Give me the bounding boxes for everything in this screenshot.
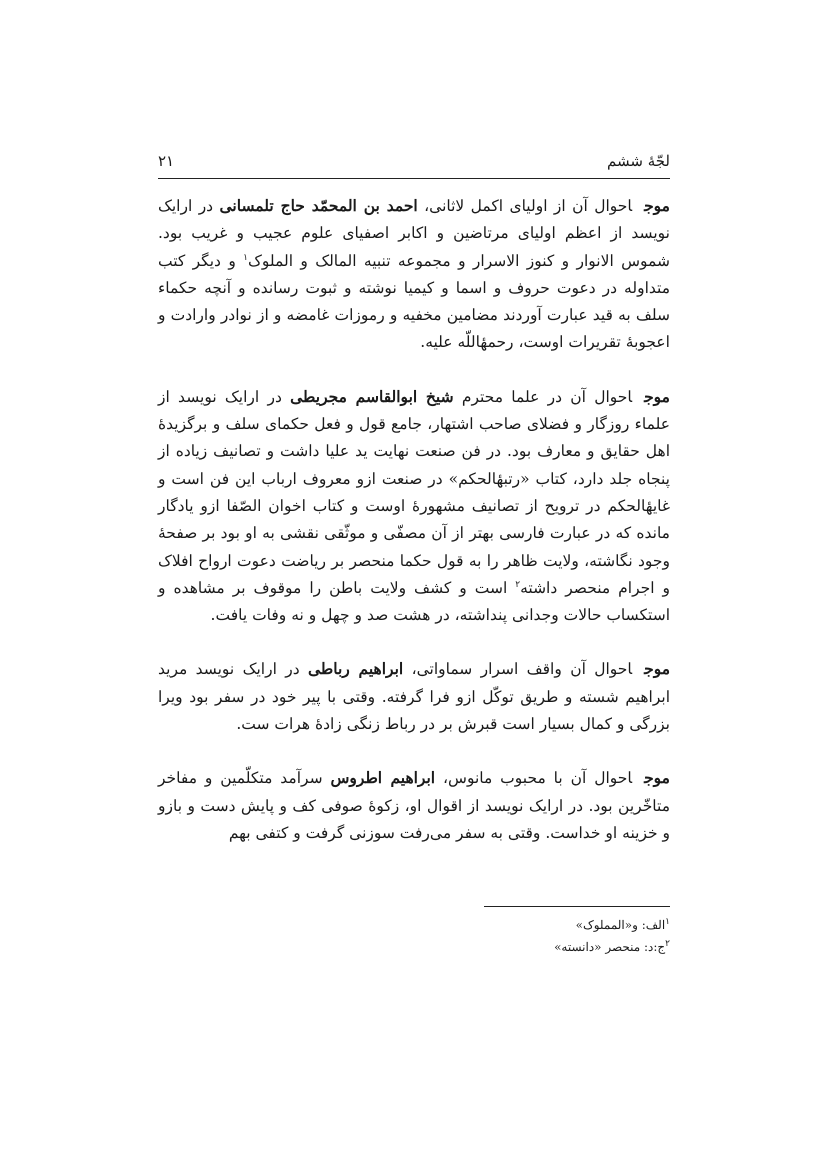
paragraph — [158, 764, 670, 847]
paragraph-text: در ارایک نویسد از علماء روزگار و فضلای صاحب اشتهار، جامع قول و فعل حکمای سلف و برگزیدهٔ اهل حقایق و معارف بود. در فن صنعت نهایت ید علیا داشت و تصانیف زیاده از پنجاه جلد دارد، کتاب «رتبهٔالحکم» در صنعت ازو معروف ارباب این فن است و غایهٔالحکم در ترویح از تصانیف مشهورهٔ اوست و کتاب اخوان الصّفا ازو یادگار مانده که در عبارت فارسی بهتر از آن مصفّی و موثّقی نقشی به او بود بر صفحهٔ وجود نگاشته، ولایت ظاهر را به قول حکما منحصر بر ریاضت دعوت ارواح افلاک و اجرام منحصر داشته — [158, 387, 670, 597]
section-marker: موج — [644, 768, 670, 788]
paragraph-text: در ارایک نویسد مرید ابراهیم شسته و طریق توکّل ازو فرا گرفته. وقتی با پیر خود در سفر بود ویرا بزرگی و کمال بسیار است قبرش بر در رباط زنگی زادهٔ هرات ست. — [158, 660, 670, 734]
footnote-text: الف: و«المملوک» — [575, 918, 666, 932]
person-name: شیخ ابوالقاسم مجریطی — [290, 386, 454, 406]
footnote — [158, 914, 670, 936]
paragraph — [158, 192, 670, 357]
footnote-number: ۱ — [665, 917, 670, 927]
person-name: ابراهیم رباطی — [307, 659, 404, 679]
footnote-ref[interactable]: ۱ — [243, 252, 249, 263]
person-name: احمد بن المحمّد حاج تلمسانی — [219, 196, 418, 215]
section-marker: موج — [644, 659, 671, 679]
page-number: ۲۱ — [158, 152, 175, 170]
section-marker: موج — [644, 196, 670, 215]
main-text — [158, 192, 670, 873]
paragraph-text: در ارایک نویسد از اعظم اولیای مرتاضین و اکابر اصفیای علوم عجیب و غریب بود. شموس الانوار و کنوز الاسرار و مجموعه تنبیه المالک و الملوک — [158, 197, 670, 270]
footnote — [158, 936, 670, 958]
person-name: ابراهیم اطروس — [330, 768, 436, 788]
paragraph-text: سرآمد متکلّمین و مفاخر متاخّرین بود. در ارایک نویسد از اقوال او، زکوهٔ صوفی کف و پایش دست و بازو و خزینه او خداست. وقتی به سفر می‌رفت سوزنی گرفت و کتفی بهم — [158, 769, 670, 842]
paragraph-text: و دیگر کتب متداوله در دعوت حروف و اسما و کیمیا نوشته و ثبوت رسانده و آنچه حکماء سلف به قید عبارت آوردند مضامین مخفیه و رموزات غامضه و از نوادر وارادت و اعجوبهٔ تقریرات اوست، رحمهٔاللّه علیه. — [158, 251, 670, 352]
footnotes — [158, 914, 670, 958]
paragraph-text: است و کشف ولایت باطن را موقوف بر مشاهده و استکساب حالات وجدانی پنداشته، در هشت صد و چهل و نه وفات یافت. — [158, 578, 670, 625]
paragraph-text: احوال آن در علما محترم — [461, 387, 633, 406]
footnote-ref[interactable]: ۲ — [515, 579, 521, 590]
paragraph-text: احوال آن از اولیای اکمل لاثانی، — [424, 197, 633, 215]
paragraph — [158, 655, 670, 738]
running-header — [158, 150, 670, 179]
section-marker: موج — [644, 386, 670, 406]
chapter-title: لجّهٔ ششم — [607, 152, 670, 170]
footnote-divider — [484, 906, 670, 907]
footnote-number: ۲ — [665, 939, 670, 949]
paragraph — [158, 383, 670, 630]
paragraph-text: احوال آن با محبوب مانوس، — [443, 769, 633, 788]
footnote-text: ج:د: منحصر «دانسته» — [554, 940, 666, 954]
paragraph-text: احوال آن واقف اسرار سماواتی، — [411, 660, 633, 679]
